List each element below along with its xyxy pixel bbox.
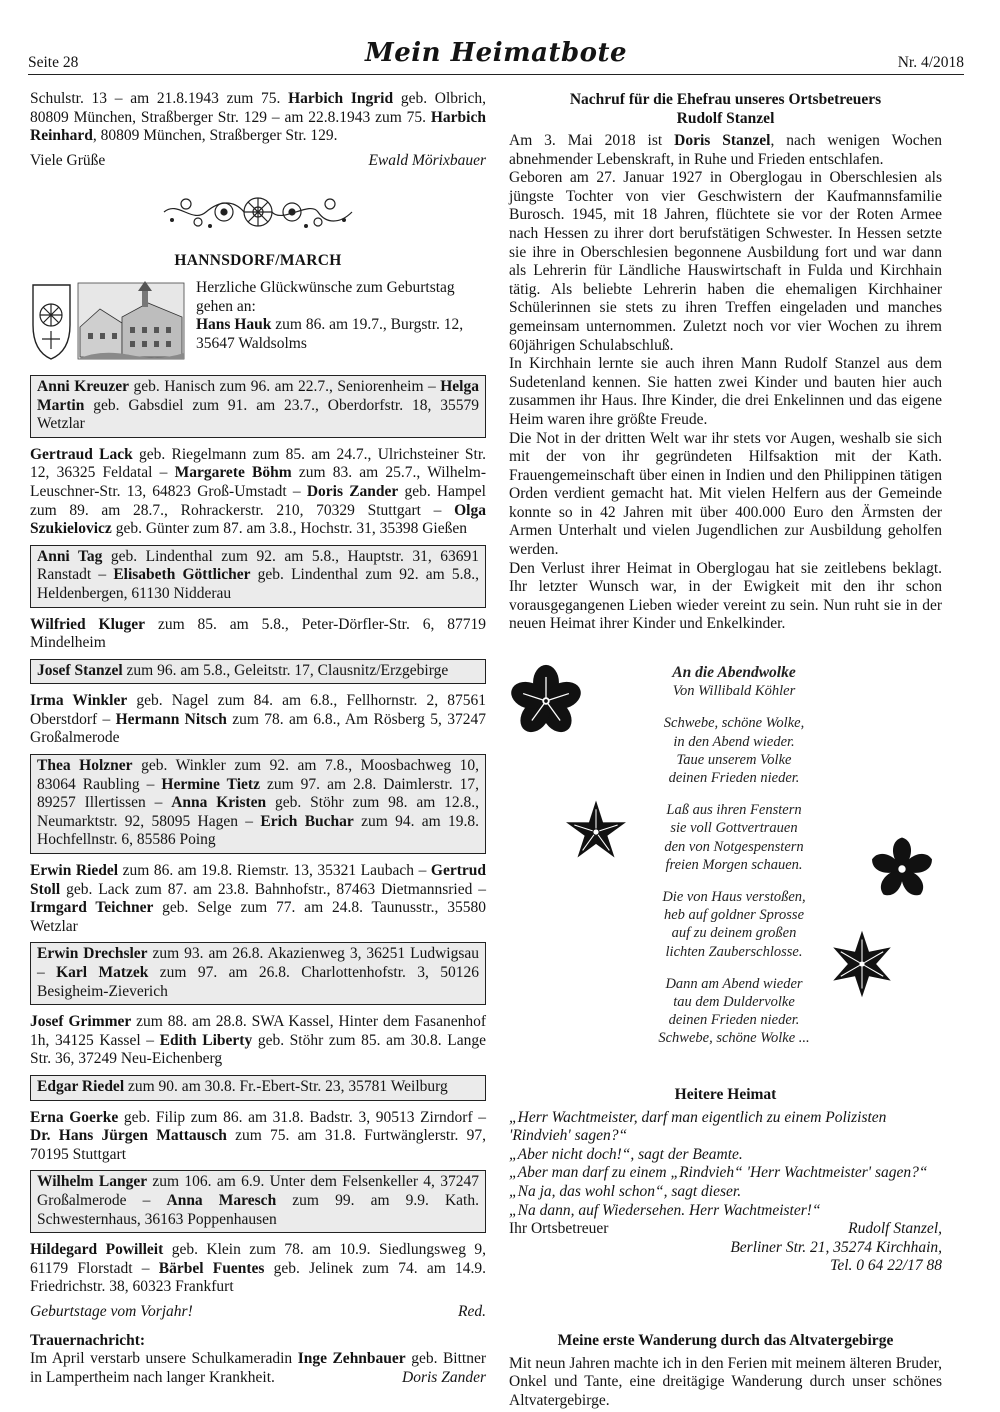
poem-title: An die Abendwolke [672, 664, 796, 682]
left-column [30, 90, 486, 1387]
newspaper-logo: Mein Heimatbote [364, 38, 628, 68]
poem-line: Schwebe, schöne Wolke, [663, 715, 805, 732]
congrats-entry-first: Hans Hauk zum 86. am 19.7., Burgstr. 12, 35647 Waldsolms [196, 316, 464, 352]
dialogue-line: „Aber nicht doch!“, sagt der Beamte. [509, 1145, 743, 1163]
page-header [28, 40, 964, 75]
birthday-entry-text: Anni Kreuzer geb. Hanisch zum 96. am 22.7., Seniorenheim – Helga Martin geb. Gabsdiel zum 91. am 23.7., Oberdorfstr. 18, 35579 Wetzlar [37, 377, 479, 433]
dialogue-line: „Na dann, auf Wiedersehen. Herr Wachtmeister!“ [509, 1201, 821, 1219]
poem-block [509, 664, 942, 1064]
birthday-entry-text: Erwin Riedel zum 86. am 19.8. Riemstr. 13, 35321 Laubach – Gertrud Stoll geb. Lack zum 87. am 23.8. Bahnhofstr., 87463 Dietmannsried – Irmgard Teichner geb. Selge zum 77. am 24.8. Taunusstr., 35580 Wetzlar [30, 862, 486, 935]
birthday-entry [30, 446, 486, 539]
poem-line: Dann am Abend wieder [665, 975, 803, 992]
trauer-text: Im April verstarb unsere Schulkameradin Inge Zehnbauer geb. Bittner in Lampertheim nach langer Krankheit. [30, 1350, 486, 1386]
dialogue-line: „Herr Wachtmeister, darf man eigentlich zu einem Polizisten 'Rindvieh' sagen?“ [509, 1108, 887, 1145]
poem-line: freien Morgen schauen. [665, 856, 803, 873]
congrats-intro: Herzliche Glückwünsche zum Geburtstag gehen an: [196, 278, 455, 315]
trauer-title: Trauernachricht: [30, 1331, 146, 1349]
birthday-entry-boxed [30, 1170, 486, 1233]
poem-stanza [624, 801, 844, 874]
birthday-entry-text: Wilfried Kluger zum 85. am 5.8., Peter-Dörfler-Str. 6, 87719 Mindelheim [30, 615, 486, 652]
crest-text [196, 279, 486, 363]
poem-line: Taue unserem Volke [676, 751, 792, 768]
signature-phone: Tel. 0 64 22/17 88 [830, 1257, 942, 1275]
birthday-entry-boxed [30, 1075, 486, 1101]
obituary-title-line1: Nachruf für die Ehefrau unseres Ortsbetreuers [569, 91, 882, 108]
wander-title: Meine erste Wanderung durch das Altvatergebirge [557, 1331, 894, 1349]
right-column [509, 90, 942, 1410]
birthday-entry-text: Gertraud Lack geb. Riegelmann zum 85. am 24.7., Ulrichsteiner Str. 12, 36325 Feldatal – Margarete Böhm zum 83. am 25.7., Wilhelm-Leuschner-Str. 13, 64823 Groß-Umstadt – Doris Zander geb. Hampel zum 89. am 28.7., Rohrackerstr. 210, 70329 Stuttgart – Olga Szukielovicz geb. Günter zum 87. am 3.8., Hochstr. 31, 35398 Gießen [30, 445, 486, 538]
birthday-entry-boxed [30, 545, 486, 608]
greeting-row [30, 152, 486, 171]
poem [624, 664, 844, 1048]
obituary-paragraph: Die Not in der dritten Welt war ihr stets vor Augen, weshalb sie sich mit der von ihr gegründeten Hilfsaktion mit der Kath. Frauengemeinschaft über einen in Indien und den Philippinen tätigen Orden verdient gemacht hat. Mit vielen Helfern aus der Gemeinde konnte so in 42 Jahren mit über 400.000 Euro den Ärmsten der Armen Unterhalt und vielen Jugendlichen zur Ausbildung geholfen werden. [509, 429, 942, 559]
birthday-entry [30, 692, 486, 748]
birthday-entry-boxed [30, 942, 486, 1005]
obituary-paragraph: Geboren am 27. Januar 1927 in Oberglogau in Oberschlesien als jüngste Tochter von vier Geschwistern der Kaufmannsfamilie Burosch. 1945, mit 18 Jahren, flüchtete sie vor der Roten Armee nach Hessen zu ihrer dort berufstätigen Schwester. In Hessen setzte sie ihre in Oberschlesien begonnene Ausbildung fort und war dann als Lehrerin für Ländliche Hauswirtschaft in Fulda und Kirchhain tätig. Als beliebte Lehrerin haben die ehemaligen Kirchhainer Schülerinnen sie stets zu ihren Treffen eingeladen und manches gemeinsam unternommen. Zuletzt noch vor vier Wochen zu ihrem 60jährigen Schulabschluß. [509, 169, 942, 354]
intro-text: Schulstr. 13 – am 21.8.1943 zum 75. Harbich Ingrid geb. Olbrich, 80809 München, Straßberger Str. 129 – am 22.8.1943 zum 75. Harbich Reinhard, 80809 München, Straßberger Str. 129. [30, 90, 487, 145]
birthday-entry [30, 1241, 486, 1297]
dialogue-line: „Na ja, das wohl schon“, sagt dieser. [509, 1183, 742, 1200]
obituary-title-line2: Rudolf Stanzel [676, 110, 775, 127]
page-number: Seite 28 [28, 54, 79, 71]
flower-icon [865, 832, 939, 906]
poem-stanza [624, 975, 844, 1048]
poem-line: Die von Haus verstoßen, [662, 889, 806, 906]
birthday-entry-text: Erna Goerke geb. Filip zum 86. am 31.8. Badstr. 3, 90513 Zirndorf – Dr. Hans Jürgen Mattausch zum 75. am 31.8. Furtwänglerstr. 97, 70195 Stuttgart [30, 1108, 486, 1163]
birthday-entry [30, 616, 486, 653]
birthday-entry-boxed [30, 375, 486, 438]
obituary-text [509, 132, 942, 634]
poem-line: deinen Frieden nieder. [668, 1012, 800, 1029]
trauer-signature: Doris Zander [402, 1368, 486, 1386]
birthday-entry-text: Anni Tag geb. Lindenthal zum 92. am 5.8., Hauptstr. 31, 63691 Ranstadt – Elisabeth Göttlicher geb. Lindenthal zum 92. am 5.8., Heldenbergen, 61130 Nidderau [37, 547, 479, 602]
birthday-entry-text: Erwin Drechsler zum 93. am 26.8. Akazienweg 3, 36251 Ludwigsau – Karl Matzek zum 97. am 26.8. Charlottenhofstr. 3, 50126 Besigheim-Zieverich [37, 945, 480, 1000]
poem-line: lichten Zauberschlosse. [665, 943, 803, 960]
poem-line: den von Notgespenstern [664, 838, 804, 855]
obituary-paragraph: Am 3. Mai 2018 ist Doris Stanzel, nach wenigen Wochen abnehmender Lebenskraft, in Ruhe und Frieden entschlafen. [509, 132, 942, 168]
poem-line: deinen Frieden nieder. [668, 770, 800, 787]
heitere-title: Heitere Heimat [674, 1086, 777, 1104]
poem-stanza [624, 714, 844, 787]
flower-icon [509, 664, 583, 738]
editor-mark: Red. [458, 1302, 486, 1320]
heitere-text [509, 1109, 942, 1221]
wander-text: Mit neun Jahren machte ich in den Ferien mit meinem älteren Bruder, Onkel und Tante, eine dreitägige Wanderung durch unser schönes Altvatergebirge. [509, 1354, 942, 1409]
poem-line: in den Abend wieder. [673, 733, 795, 750]
dialogue-line: „Aber man darf zu einem „Rindvieh“ 'Herr Wachtmeister' sagen?“ [509, 1164, 928, 1182]
signature-address: Berliner Str. 21, 35274 Kirchhain, [730, 1238, 942, 1256]
birthday-entry [30, 862, 486, 936]
floral-ornament [30, 190, 486, 234]
poem-line: sie voll Gottvertrauen [670, 820, 798, 837]
issue-number: Nr. 4/2018 [897, 54, 964, 71]
greeting: Viele Grüße [30, 151, 106, 169]
birthday-entry [30, 1109, 486, 1165]
section-title: HANNSDORF/MARCH [174, 252, 342, 270]
birthday-entry-text: Josef Grimmer zum 88. am 28.8. SWA Kassel, Hinter dem Fasanenhof 1h, 34125 Kassel – Edith Liberty geb. Stöhr zum 85. am 30.8. Lange Str. 36, 37249 Neu-Eichenberg [30, 1013, 487, 1068]
ortsbetreuer-row [509, 1220, 942, 1239]
poem-line: Schwebe, schöne Wolke ... [658, 1030, 810, 1047]
birthday-entry-text: Edgar Riedel zum 90. am 30.8. Fr.-Ebert-Str. 23, 35781 Weilburg [37, 1077, 448, 1095]
star-flower-icon [561, 796, 631, 868]
birthday-entry [30, 1013, 486, 1069]
birthday-entry-boxed [30, 754, 486, 854]
ornament-icon [158, 190, 358, 234]
poem-line: auf zu deinem großen [671, 925, 797, 942]
prev-year-row [30, 1303, 486, 1322]
birthday-list [30, 375, 486, 1297]
obituary-paragraph: Den Verlust ihrer Heimat in Oberglogau hat sie zeitlebens beklagt. Ihr letzter Wunsch war, in der Ewigkeit mit den ihr schon vorausgegangenen Lieben wieder vereint zu sein. Nun ruht sie in der neuen Heimat ihrer Kinder und Enkelkinder. [509, 559, 942, 633]
crest-block [30, 279, 486, 363]
birthday-entry-text: Hildegard Powilleit geb. Klein zum 78. am 10.9. Siedlungsweg 9, 61179 Florstadt – Bärbel Fuentes geb. Jelinek zum 74. am 14.9. Friedrichstr. 38, 60323 Frankfurt [30, 1241, 487, 1296]
obituary-paragraph: In Kirchhain lernte sie auch ihren Mann Rudolf Stanzel aus dem Sudetenland kennen. Sie hatten zwei Kinder und bauten hier auch zusammen ihr Haus. Ihre Kinder, die drei Enkelinnen und das eigene Heim waren ihre größte Freude. [509, 355, 942, 428]
poem-stanza [624, 888, 844, 961]
birthday-entry-text: Josef Stanzel zum 96. am 5.8., Geleitstr. 17, Clausnitz/Erzgebirge [37, 661, 449, 679]
poem-line: heb auf goldner Sprosse [663, 907, 805, 924]
ortsbetreuer-label: Ihr Ortsbetreuer [509, 1220, 609, 1238]
signature-name: Rudolf Stanzel, [848, 1220, 942, 1238]
poem-line: Laß aus ihren Fenstern [666, 802, 802, 819]
birthday-entry-boxed [30, 659, 486, 685]
birthday-entry-text: Irma Winkler geb. Nagel zum 84. am 6.8., Fellhornstr. 2, 87561 Oberstdorf – Hermann Nitsch zum 78. am 6.8., Am Rösberg 5, 37247 Großalmerode [30, 692, 486, 747]
poem-line: tau dem Duldervolke [673, 994, 795, 1011]
greeting-signature: Ewald Mörixbauer [368, 151, 486, 169]
poem-author: Von Willibald Köhler [672, 683, 796, 700]
obituary-title [509, 90, 942, 128]
town-crest-image [30, 279, 186, 363]
birthday-entry-text: Thea Holzner geb. Winkler zum 92. am 7.8., Moosbachweg 10, 83064 Raubling – Hermine Tietz zum 97. am 2.8. Daimlerstr. 17, 89257 Illertissen – Anna Kristen geb. Stöhr zum 98. am 12.8., Neumarktstr. 92, 58095 Hagen – Erich Buchar zum 94. am 19.8. Hochfellnstr. 6, 85586 Poing [37, 757, 480, 849]
birthday-entry-text: Wilhelm Langer zum 106. am 6.9. Unter dem Felsenkeller 4, 37247 Großalmerode – Anna Maresch zum 99. am 9.9. Kath. Schwesternhaus, 36163 Poppenhausen [37, 1173, 479, 1228]
prev-year-note: Geburtstage vom Vorjahr! [30, 1302, 193, 1320]
